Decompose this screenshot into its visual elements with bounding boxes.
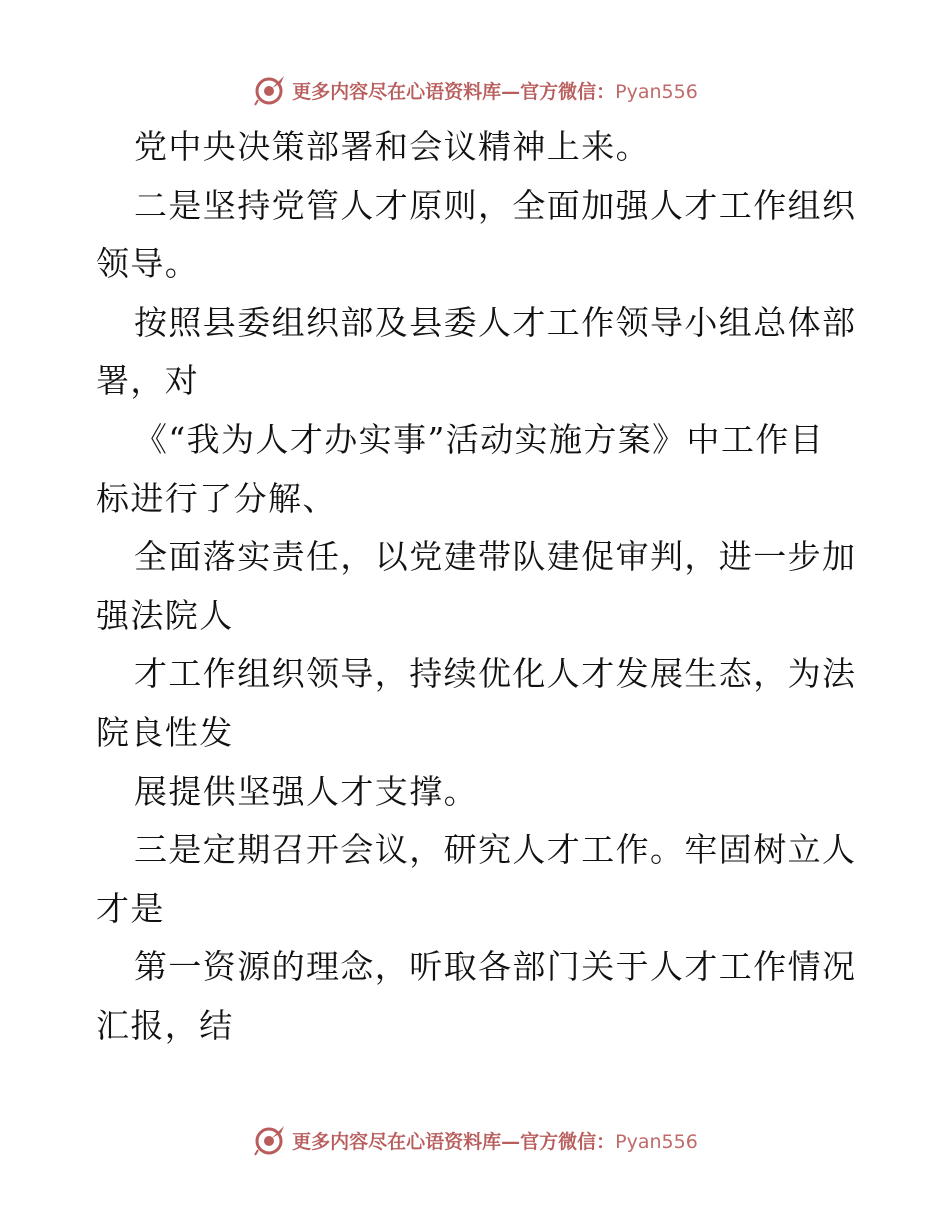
watermark-text: 更多内容尽在心语资料库—官方微信：Pyan556 (292, 80, 698, 103)
watermark-header (0, 70, 950, 110)
text-line: 领导。 (96, 244, 200, 284)
text-line: 才是 (96, 888, 165, 928)
text-line: 院良性发 (96, 712, 234, 752)
watermark-footer (0, 1120, 950, 1160)
text-line: 党中央决策部署和会议精神上来。 (134, 127, 650, 166)
text-line: 二是坚持党管人才原则，全面加强人才工作组织 (134, 185, 857, 225)
text-line: 第一资源的理念，听取各部门关于人才工作情况 (134, 947, 857, 987)
text-line: 署，对 (96, 361, 200, 401)
text-line: 《“我为人才办实事”活动实施方案》中工作目 (134, 419, 825, 459)
quill-pen-logo-icon (252, 1123, 286, 1157)
document-body (96, 118, 866, 1056)
text-line: 按照县委组织部及县委人才工作领导小组总体部 (134, 302, 857, 342)
text-line: 才工作组织领导，持续优化人才发展生态，为法 (134, 654, 857, 694)
text-line: 全面落实责任，以党建带队建促审判，进一步加 (134, 537, 857, 577)
wechat-id: Pyan556 (615, 1130, 698, 1153)
text-line: 汇报，结 (96, 1005, 234, 1045)
text-line: 三是定期召开会议，研究人才工作。牢固树立人 (134, 830, 857, 870)
text-line: 强法院人 (96, 595, 234, 635)
quill-pen-logo-icon (252, 73, 286, 107)
text-line: 标进行了分解、 (96, 478, 337, 518)
wechat-id: Pyan556 (615, 80, 698, 103)
text-line: 展提供坚强人才支撑。 (134, 771, 478, 811)
watermark-text: 更多内容尽在心语资料库—官方微信：Pyan556 (292, 1130, 698, 1153)
